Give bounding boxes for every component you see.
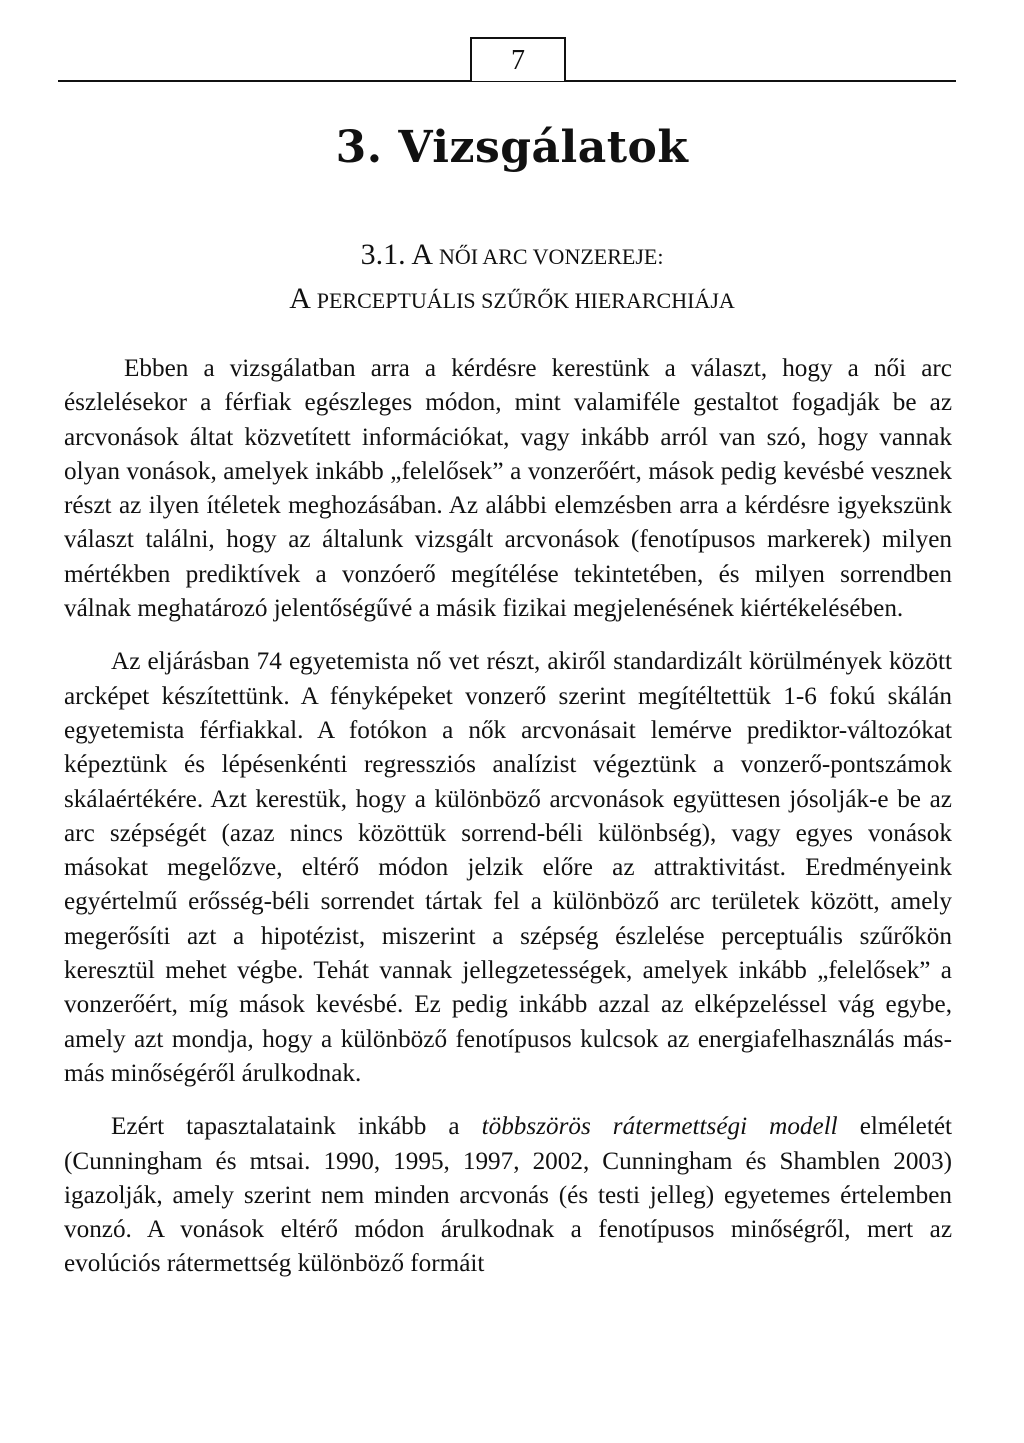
chapter-title: 3. Vizsgálatok xyxy=(335,122,689,173)
page-number: 7 xyxy=(470,37,566,81)
section-title-line-1-rest: NŐI ARC VONZEREJE: xyxy=(438,244,664,269)
body-text xyxy=(64,352,952,1301)
paragraph-3-emphasis: többszörös rátermettségi modell xyxy=(481,1113,838,1141)
section-title xyxy=(0,234,1024,322)
section-number: 3.1. xyxy=(360,238,406,271)
section-title-line-2-initial: A xyxy=(289,282,310,315)
paragraph-2: Az eljárásban 74 egyetemista nő vet részt, akiről standardizált körülmények között arcképet készítettünk. A fényképeket vonzerő szerint megítéltettük 1-6 fokú skálán egyetemista férfiakkal. A fotókon a nők arcvonásait lemérve prediktor-változókat képeztünk és lépésenkénti regressziós analízist végeztünk a vonzerő-pontszámok skálaértékére. Azt kerestük, hogy a különböző arcvonások együttesen jósolják-e be az arc szépségét (azaz nincs közöttük sorrend-béli különbség), vagy egyes vonások másokat megelőzve, eltérő módon jelzik előre az attraktivitást. Eredményeink egyértelmű erősség-béli sorrendet tártak fel a különböző arc területek között, amely megerősíti azt a hipotézist, miszerint a szépség észlelése perceptuális szűrőkön keresztül mehet végbe. Tehát vannak jellegzetességek, amelyek inkább „felelősek” a vonzerőért, míg mások kevésbé. Ez pedig inkább azzal az elképzeléssel vág egybe, amely azt mondja, hogy a különböző fenotípusos kulcsok az energiafelhasználás más-más minőségéről árulkodnak. xyxy=(64,648,952,1087)
section-title-line-1-initial: A xyxy=(411,238,432,271)
section-title-line-2-rest: PERCEPTUÁLIS SZŰRŐK HIERARCHIÁJA xyxy=(316,288,735,313)
paragraph-1: Ebben a vizsgálatban arra a kérdésre kerestünk a választ, hogy a női arc észlelésekor a férfiak egészleges módon, mint valamiféle gestaltot fogadják be az arcvonások áltat közvetített információkat, vagy inkább arról van szó, hogy vannak olyan vonások, amelyek inkább „felelősek” a vonzerőért, mások pedig kevésbé vesznek részt az ilyen ítéletek meghozásában. Az alábbi elemzésben arra a kérdésre igyekszünk választ találni, hogy az általunk vizsgált arcvonások (fenotípusos markerek) milyen mértékben prediktívek a vonzóerő megítélése tekintetében, és milyen sorrendben válnak meghatározó jelentőségűvé a másik fizikai megjelenésének kiértékelésében. xyxy=(64,355,952,623)
paragraph-3-before: Ezért tapasztalataink inkább a xyxy=(111,1113,460,1141)
section-title-line-2 xyxy=(0,278,1024,322)
paragraph-3 xyxy=(64,1110,952,1281)
section-title-line-1 xyxy=(0,234,1024,278)
paragraph-3-after: elméletét (Cunningham és mtsai. 1990, 1995, 1997, 2002, Cunningham és Shamblen 2003) igazolják, amely szerint nem minden arcvonás (és testi jelleg) egyetemes értelemben vonzó. A vonások eltérő módon árulkodnak a fenotípusos minőségről, mert az evolúciós rátermettség különböző formáit xyxy=(64,1113,953,1278)
